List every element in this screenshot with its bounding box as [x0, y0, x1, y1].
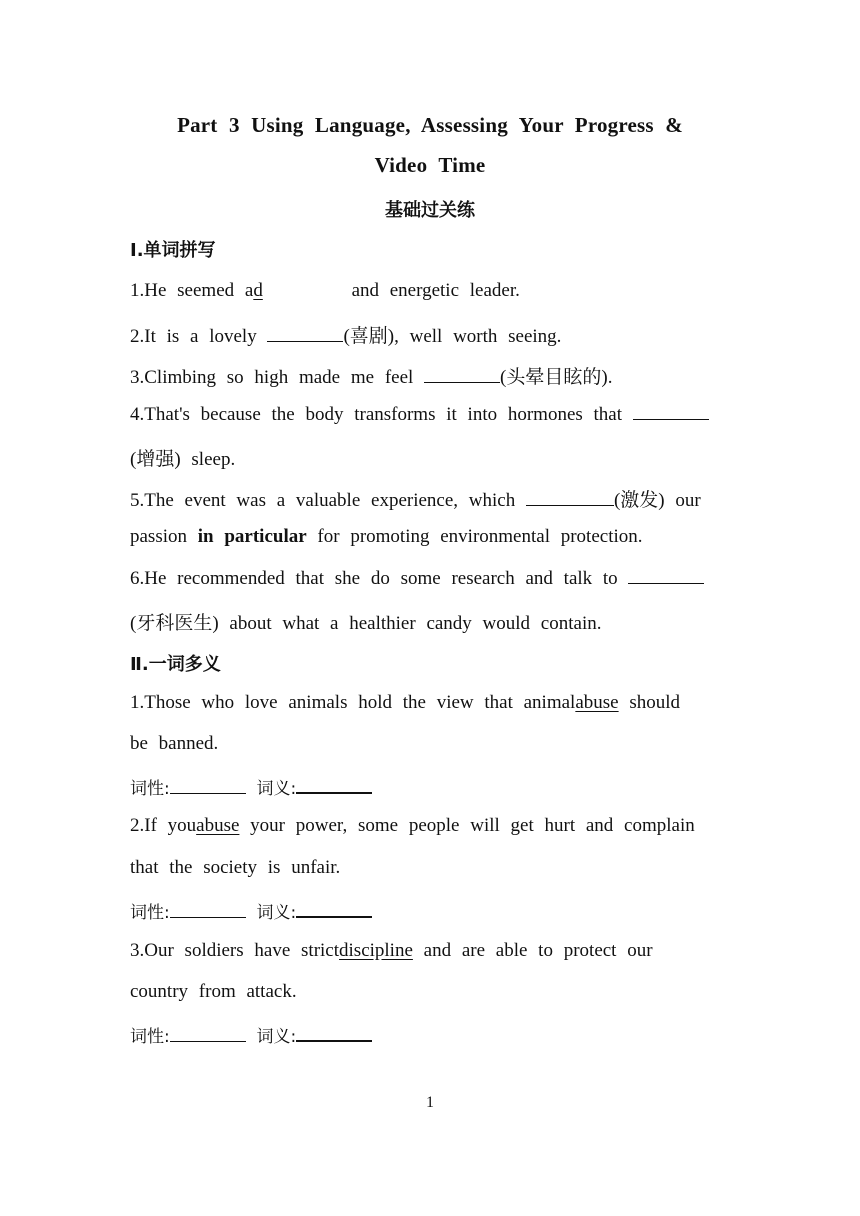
question-6-cont: (牙科医生) about what a healthier candy would contain.	[130, 613, 602, 634]
question-1: 1.He seemed ad and energetic leader.	[130, 280, 520, 301]
question-5-cont: passion in particular for promoting environmental protection.	[130, 526, 643, 547]
polysemy-question-1-cont: be banned.	[130, 733, 219, 754]
question-6: 6.He recommended that she do some research and talk to	[130, 567, 730, 590]
meaning-blank[interactable]	[296, 1024, 372, 1042]
pos-blank[interactable]	[170, 777, 246, 794]
answer-blank[interactable]	[526, 489, 614, 506]
answer-blank[interactable]: d	[253, 280, 263, 301]
answer-row-2: 词性: 词义:	[130, 898, 730, 924]
page-number: 1	[426, 1094, 434, 1111]
meaning-blank[interactable]	[296, 776, 372, 794]
question-5: 5.The event was a valuable experience, which (激发) our	[130, 490, 701, 511]
pos-blank[interactable]	[170, 901, 246, 918]
pos-blank[interactable]	[170, 1025, 246, 1042]
answer-row-3: 词性: 词义:	[130, 1022, 730, 1048]
polysemy-question-2-cont: that the society is unfair.	[130, 857, 341, 878]
answer-blank[interactable]	[267, 325, 343, 342]
page-title-line2: Video Time	[374, 153, 486, 177]
answer-blank[interactable]	[424, 366, 500, 383]
polysemy-question-2: 2.If youabuse your power, some people will get hurt and complain	[130, 815, 695, 836]
question-4: 4.That's because the body transforms it into hormones that	[130, 403, 730, 426]
section-heading-spelling: Ⅰ.单词拼写	[130, 240, 216, 261]
section-heading-basic-practice: 基础过关练	[385, 200, 475, 221]
answer-blank[interactable]	[633, 403, 709, 420]
polysemy-question-1: 1.Those who love animals hold the view that animalabuse should	[130, 692, 681, 713]
meaning-blank[interactable]	[296, 900, 372, 918]
polysemy-question-3: 3.Our soldiers have strictdiscipline and are able to protect our	[130, 940, 653, 961]
question-2: 2.It is a lovely (喜剧), well worth seeing.	[130, 326, 562, 347]
polysemy-question-3-cont: country from attack.	[130, 981, 297, 1002]
question-4-cont: (增强) sleep.	[130, 449, 236, 470]
answer-blank[interactable]	[628, 567, 704, 584]
section-heading-polysemy: Ⅱ.一词多义	[130, 654, 221, 675]
answer-row-1: 词性: 词义:	[130, 774, 730, 800]
page-title: Part 3 Using Language, Assessing Your Progress &	[177, 113, 683, 137]
question-3: 3.Climbing so high made me feel (头晕目眩的).	[130, 367, 613, 388]
